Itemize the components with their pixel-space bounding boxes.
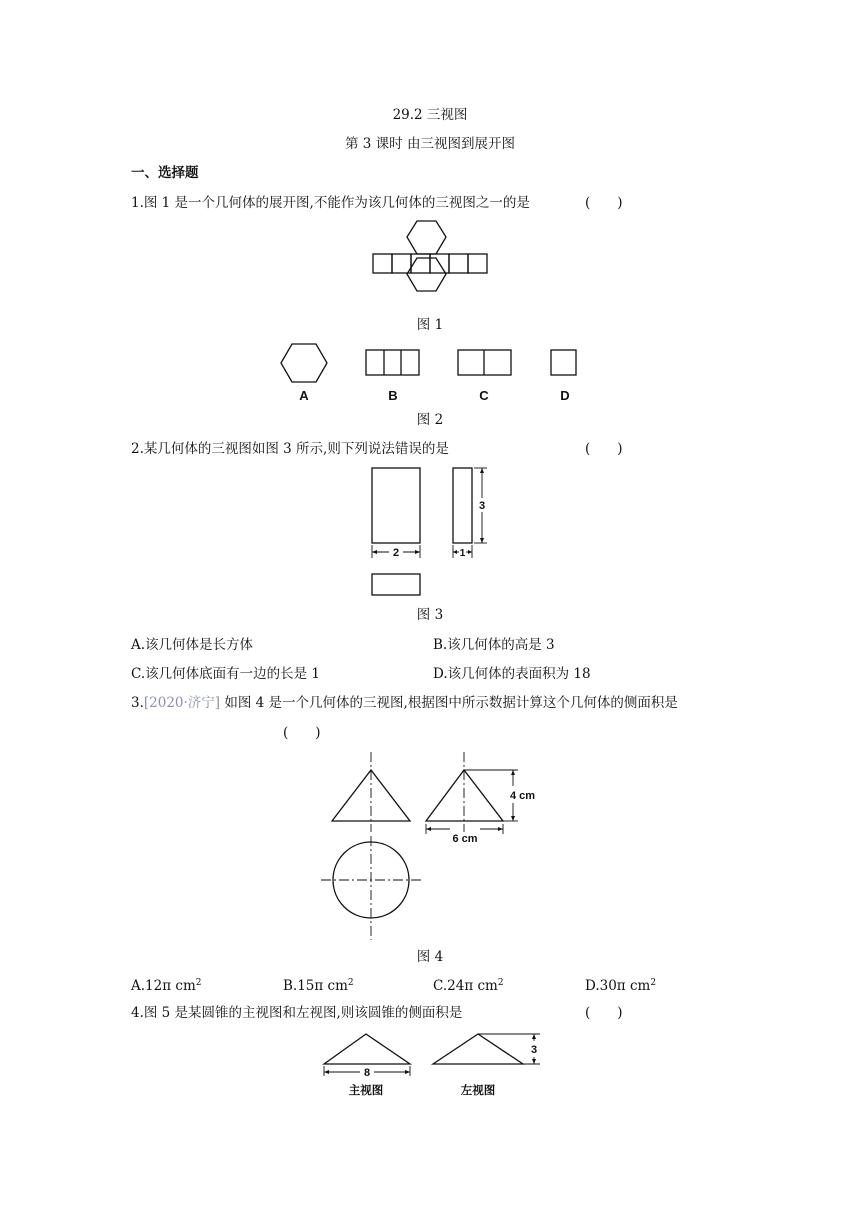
question-4-answer-blank: ( )	[585, 1005, 623, 1021]
question-2-text: 2.某几何体的三视图如图 3 所示,则下列说法错误的是	[131, 441, 449, 457]
question-3-text	[131, 694, 678, 712]
dimension-depth-label: 1	[459, 548, 466, 559]
section-heading: 一、选择题	[131, 165, 199, 181]
question-2-answer-blank: ( )	[585, 441, 623, 457]
question-3-body: 如图 4 是一个几何体的三视图,根据图中所示数据计算这个几何体的侧面积是	[220, 695, 678, 711]
question-1-answer-blank: ( )	[585, 195, 623, 211]
question-2-option-b[interactable]: B.该几何体的高是 3	[433, 637, 555, 653]
option-d-label: D	[560, 388, 570, 403]
front-view-label: 主视图	[348, 1085, 384, 1097]
top-view-rectangle	[372, 574, 420, 595]
dimension-height-label: 3	[530, 1044, 538, 1056]
front-view-triangle	[324, 1034, 410, 1064]
option-d-square	[551, 350, 576, 375]
figure-1-net	[370, 218, 490, 308]
option-b-label: B	[388, 388, 398, 403]
question-2-option-d[interactable]: D.该几何体的表面积为 18	[433, 666, 591, 682]
dimension-height-label: 4 cm	[510, 790, 536, 802]
left-view-triangle	[433, 1034, 523, 1064]
figure-2-caption: 图 2	[416, 412, 444, 428]
side-view-rectangle	[453, 468, 472, 543]
question-3-option-d[interactable]: D.30π $cm^2$	[585, 978, 657, 994]
lesson-subtitle: 第 3 课时 由三视图到展开图	[345, 136, 515, 152]
dimension-width-label: 2	[392, 547, 400, 559]
question-2-option-c[interactable]: C.该几何体底面有一边的长是 1	[131, 666, 321, 682]
front-view-rectangle	[372, 468, 420, 543]
figure-3-caption: 图 3	[416, 607, 444, 623]
question-3-option-b[interactable]: B.15π $cm^2$	[283, 978, 354, 994]
side-view-triangle	[426, 770, 503, 821]
dimension-height-label: 3	[478, 500, 486, 512]
dimension-base-label: 6 cm	[452, 833, 478, 845]
dimension-base-label: 8	[363, 1067, 371, 1079]
question-2-option-a[interactable]: A.该几何体是长方体	[131, 637, 254, 653]
page-title: 29.2 三视图	[392, 107, 468, 123]
figure-5-two-views	[318, 1026, 548, 1102]
figure-1-caption: 图 1	[416, 317, 444, 333]
question-3-answer-blank: ( )	[283, 725, 321, 741]
question-3-number: 3.	[131, 695, 144, 711]
question-3-option-c[interactable]: C.24π $cm^2$	[433, 978, 504, 994]
option-b-three-rectangles	[366, 350, 419, 375]
question-3-source: [2020·济宁]	[143, 695, 221, 711]
question-4-text: 4.图 5 是某圆锥的主视图和左视图,则该圆锥的侧面积是	[131, 1005, 463, 1021]
option-c-label: C	[479, 388, 489, 403]
figure-4-three-views	[318, 748, 548, 944]
question-3-option-a[interactable]: A.12π $cm^2$	[131, 978, 202, 994]
figure-2-options	[270, 340, 590, 410]
left-view-label: 左视图	[460, 1085, 496, 1097]
figure-3-three-views	[365, 462, 495, 602]
figure-4-caption: 图 4	[416, 949, 444, 965]
question-1-text: 1.图 1 是一个几何体的展开图,不能作为该几何体的三视图之一的是	[131, 195, 530, 211]
option-a-label: A	[299, 388, 309, 403]
option-a-hexagon	[281, 344, 327, 382]
